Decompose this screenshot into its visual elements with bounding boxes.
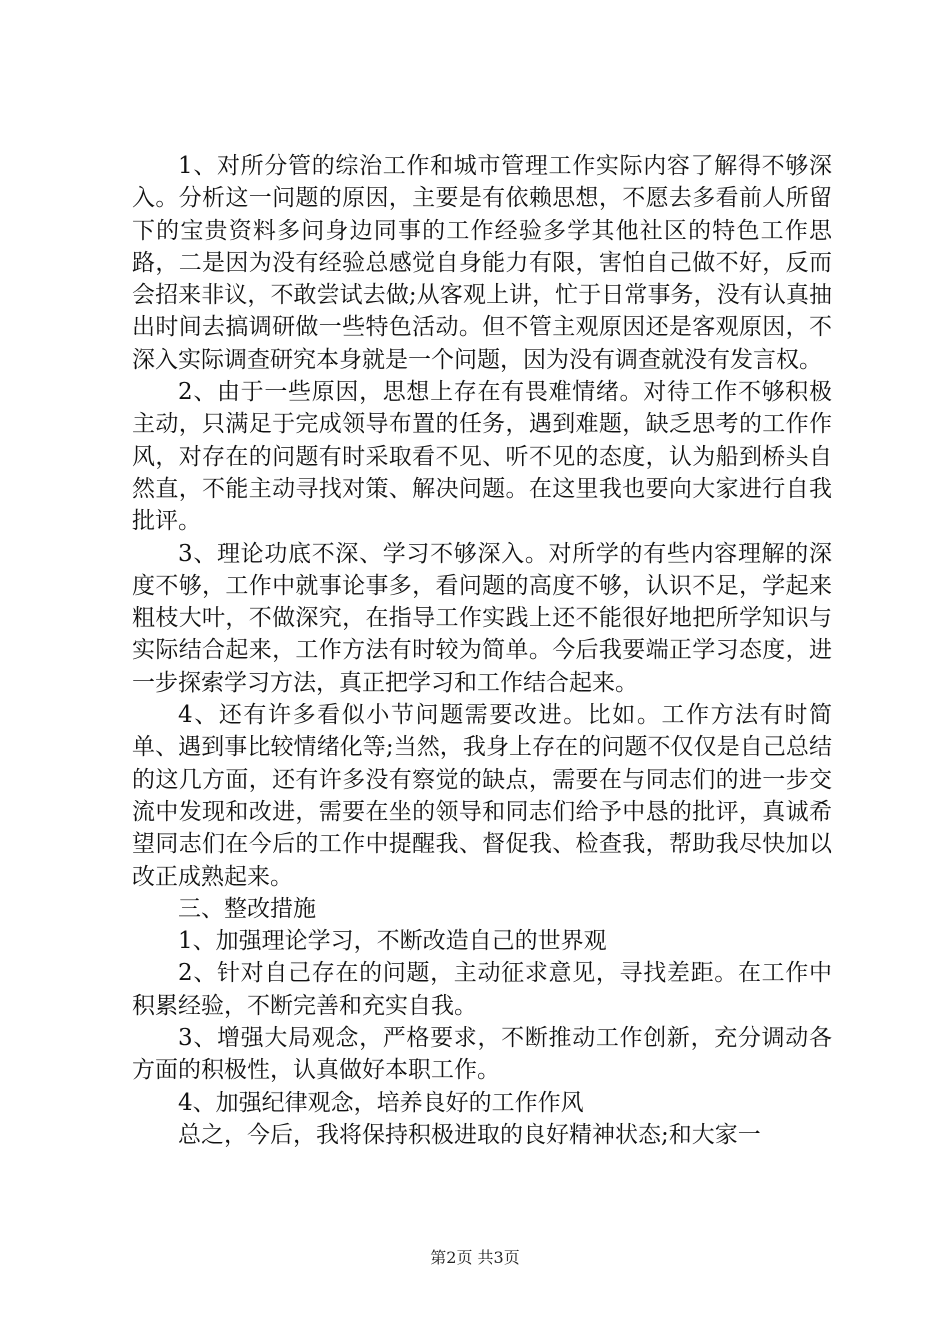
paragraph-issue-1: 1、对所分管的综治工作和城市管理工作实际内容了解得不够深入。分析这一问题的原因，主要是有依赖思想，不愿去多看前人所留下的宝贵资料多问身边同事的工作经验多学其他社区的特色工作思路，二是因为没有经验总感觉自身能力有限，害怕自己做不好，反而会招来非议，不敢尝试去做;从客观上讲，忙于日常事务，没有认真抽出时间去搞调研做一些特色活动。但不管主观原因还是客观原因，不深入实际调查研究本身就是一个问题，因为没有调查就没有发言权。 xyxy=(132,153,832,373)
document-body xyxy=(132,150,832,1151)
paragraph-measure-4: 4、加强纪律观念，培养良好的工作作风 xyxy=(178,1089,584,1116)
paragraph-measure-1: 1、加强理论学习，不断改造自己的世界观 xyxy=(178,928,607,955)
paragraph-issue-4: 4、还有许多看似小节问题需要改进。比如。工作方法有时简单、遇到事比较情绪化等;当然，我身上存在的问题不仅仅是自己总结的这几方面，还有许多没有察觉的缺点，需要在与同志们的进一步交流中发现和改进，需要在坐的领导和同志们给予中恳的批评，真诚希望同志们在今后的工作中提醒我、督促我、检查我，帮助我尽快加以改正成熟起来。 xyxy=(132,702,832,890)
paragraph-issue-3: 3、理论功底不深、学习不够深入。对所学的有些内容理解的深度不够，工作中就事论事多，看问题的高度不够，认识不足，学起来粗枝大叶，不做深究，在指导工作实践上还不能很好地把所学知识与实际结合起来，工作方法有时较为简单。今后我要端正学习态度，进一步探索学习方法，真正把学习和工作结合起来。 xyxy=(132,540,832,696)
paragraph-measure-3: 3、增强大局观念，严格要求，不断推动工作创新，充分调动各方面的积极性，认真做好本职工作。 xyxy=(132,1025,832,1084)
page-number-footer: 第2页 共3页 xyxy=(430,1248,520,1267)
section-heading-measures: 三、整改措施 xyxy=(178,895,316,922)
paragraph-measure-2: 2、针对自己存在的问题，主动征求意见，寻找差距。在工作中积累经验，不断完善和充实自我。 xyxy=(132,960,832,1019)
paragraph-conclusion: 总之，今后，我将保持积极进取的良好精神状态;和大家一 xyxy=(178,1121,761,1148)
paragraph-issue-2: 2、由于一些原因，思想上存在有畏难情绪。对待工作不够积极主动，只满足于完成领导布置的任务，遇到难题，缺乏思考的工作作风，对存在的问题有时采取看不见、听不见的态度，认为船到桥头自然直，不能主动寻找对策、解决问题。在这里我也要向大家进行自我批评。 xyxy=(132,379,832,535)
